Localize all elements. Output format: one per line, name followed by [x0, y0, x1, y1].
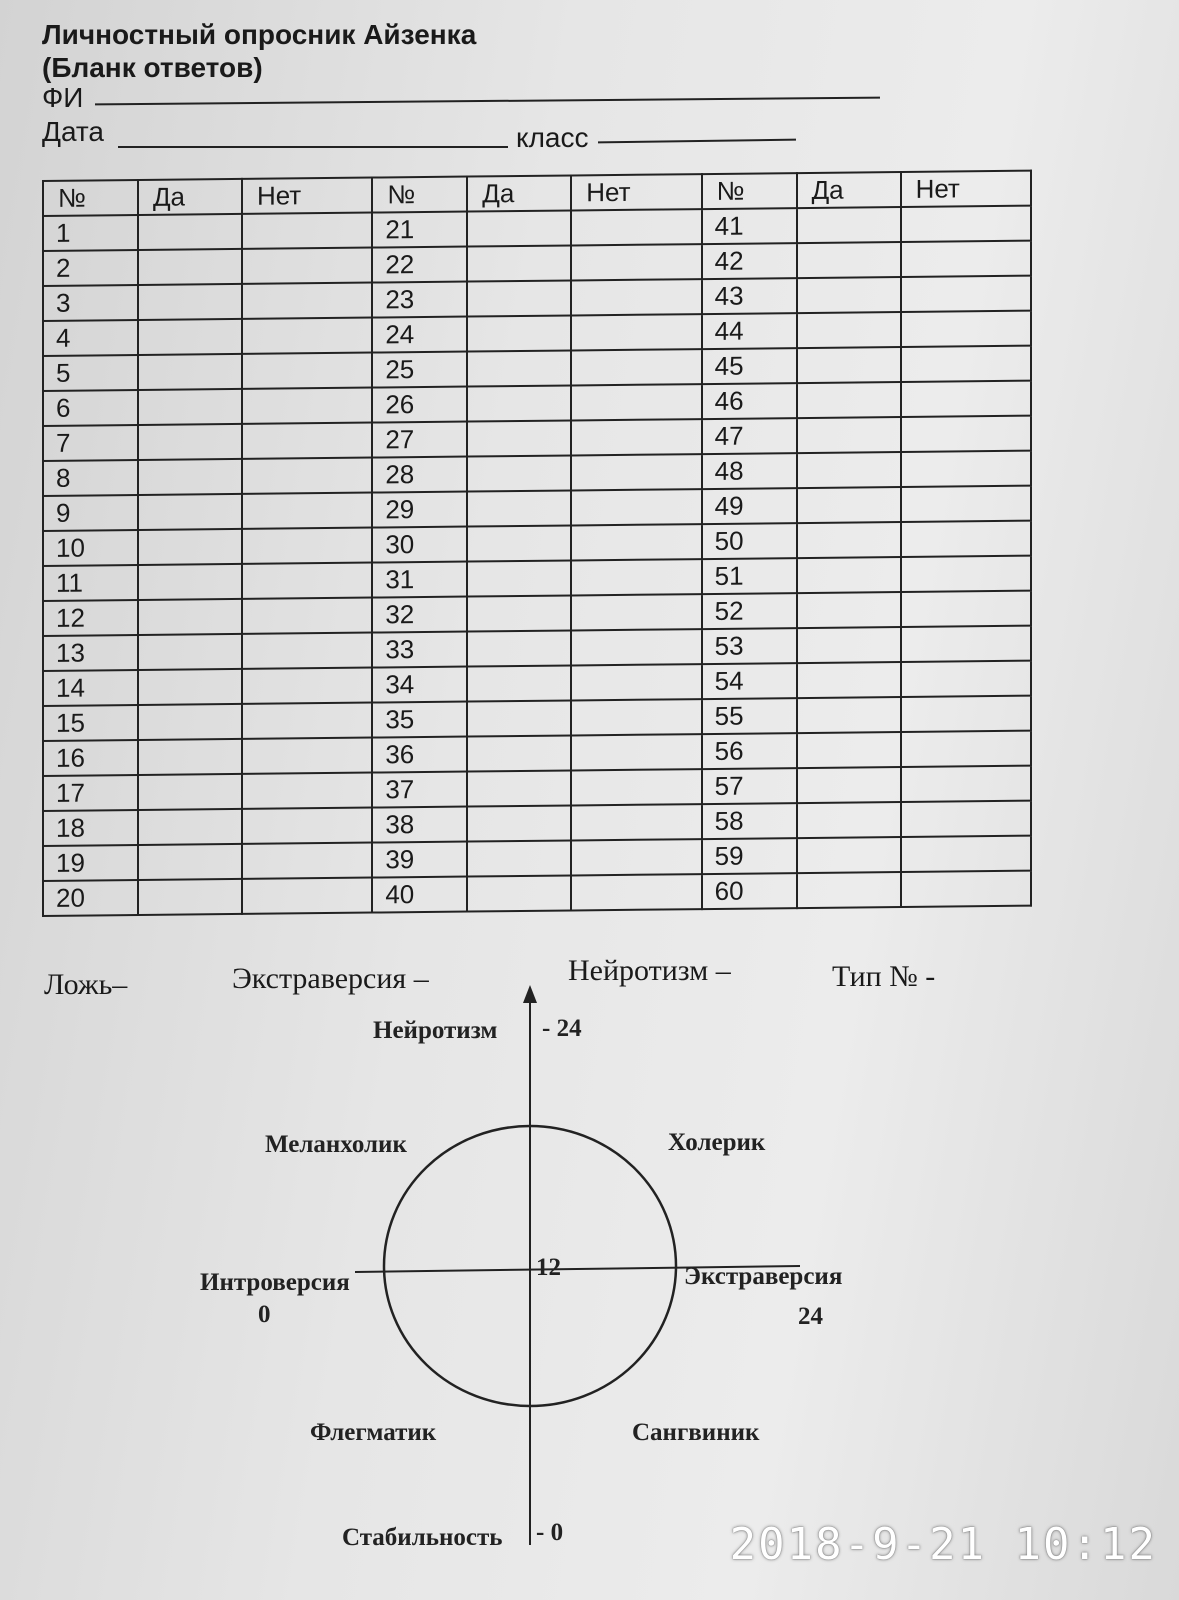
question-number: 42 [702, 243, 797, 279]
axis-left-value: 0 [258, 1301, 271, 1328]
question-number: 28 [372, 457, 467, 493]
question-number: 49 [702, 488, 797, 524]
title-line-1: Личностный опросник Айзенка [42, 19, 477, 50]
axis-top-value: - 24 [542, 1015, 582, 1042]
question-number: 47 [702, 418, 797, 454]
axis-right-value: 24 [798, 1303, 823, 1330]
quadrant-melancholic: Меланхолик [265, 1131, 407, 1158]
col-number-3: № [702, 173, 797, 209]
lie-score-label: Ложь– [44, 968, 128, 1001]
question-number: 23 [372, 282, 467, 318]
question-number: 45 [702, 348, 797, 384]
question-number: 14 [43, 670, 138, 706]
question-number: 36 [372, 737, 467, 773]
question-number: 40 [372, 877, 467, 913]
question-number: 43 [702, 278, 797, 314]
class-field-label: класс [516, 122, 589, 153]
question-number: 46 [702, 383, 797, 419]
question-number: 37 [372, 772, 467, 808]
axis-top-label: Нейротизм [373, 1017, 498, 1044]
question-number: 57 [702, 768, 797, 804]
question-number: 13 [43, 635, 138, 671]
question-number: 26 [372, 387, 467, 423]
question-number: 8 [43, 460, 138, 496]
question-number: 16 [43, 740, 138, 776]
arrow-up-icon [523, 985, 537, 1003]
question-number: 27 [372, 422, 467, 458]
question-number: 11 [43, 565, 138, 601]
question-number: 51 [702, 558, 797, 594]
question-number: 44 [702, 313, 797, 349]
question-number: 1 [43, 215, 138, 251]
type-score-label: Тип № - [832, 960, 936, 993]
question-number: 22 [372, 247, 467, 283]
axis-bottom-label: Стабильность [342, 1524, 503, 1551]
question-number: 59 [702, 838, 797, 874]
question-number: 31 [372, 562, 467, 598]
question-number: 55 [702, 698, 797, 734]
question-number: 53 [702, 628, 797, 664]
question-number: 17 [43, 775, 138, 811]
question-number: 60 [702, 873, 797, 909]
question-number: 15 [43, 705, 138, 741]
question-number: 50 [702, 523, 797, 559]
question-number: 7 [43, 425, 138, 461]
question-number: 41 [702, 208, 797, 244]
date-field-label: Дата [42, 116, 105, 147]
name-field-label: ФИ [42, 82, 84, 113]
question-number: 52 [702, 593, 797, 629]
question-number: 20 [43, 880, 138, 916]
question-number: 35 [372, 702, 467, 738]
question-number: 33 [372, 632, 467, 668]
question-number: 21 [372, 212, 467, 248]
photo-timestamp: 2018-9-21 10:12 [729, 1519, 1157, 1570]
question-number: 48 [702, 453, 797, 489]
question-number: 2 [43, 250, 138, 286]
axis-bottom-value: - 0 [536, 1519, 564, 1546]
question-number: 58 [702, 803, 797, 839]
question-number: 56 [702, 733, 797, 769]
neuroticism-score-label: Нейротизм – [568, 954, 731, 987]
col-yes-3: Да [797, 172, 901, 208]
question-number: 6 [43, 390, 138, 426]
title-line-2: (Бланк ответов) [42, 52, 263, 83]
quadrant-phlegmatic: Флегматик [310, 1419, 437, 1446]
question-number: 9 [43, 495, 138, 531]
question-number: 54 [702, 663, 797, 699]
quadrant-sanguine: Сангвиник [632, 1419, 760, 1446]
question-number: 5 [43, 355, 138, 391]
col-no-2: Нет [571, 174, 701, 210]
col-yes-1: Да [138, 179, 242, 215]
col-no-3: Нет [901, 171, 1031, 207]
question-number: 32 [372, 597, 467, 633]
extraversion-score-label: Экстраверсия – [232, 962, 429, 995]
col-number-1: № [43, 180, 138, 216]
question-number: 34 [372, 667, 467, 703]
question-number: 29 [372, 492, 467, 528]
quadrant-choleric: Холерик [668, 1129, 766, 1156]
question-number: 4 [43, 320, 138, 356]
center-value: 12 [536, 1254, 561, 1281]
question-number: 19 [43, 845, 138, 881]
question-number: 3 [43, 285, 138, 321]
col-number-2: № [372, 177, 467, 213]
question-number: 18 [43, 810, 138, 846]
question-number: 38 [372, 807, 467, 843]
col-no-1: Нет [242, 178, 372, 214]
question-number: 25 [372, 352, 467, 388]
col-yes-2: Да [467, 175, 571, 211]
axis-right-label: Экстраверсия [684, 1263, 843, 1290]
axis-left-label: Интроверсия [200, 1269, 350, 1296]
question-number: 24 [372, 317, 467, 353]
question-number: 12 [43, 600, 138, 636]
question-number: 39 [372, 842, 467, 878]
question-number: 10 [43, 530, 138, 566]
question-number: 30 [372, 527, 467, 563]
